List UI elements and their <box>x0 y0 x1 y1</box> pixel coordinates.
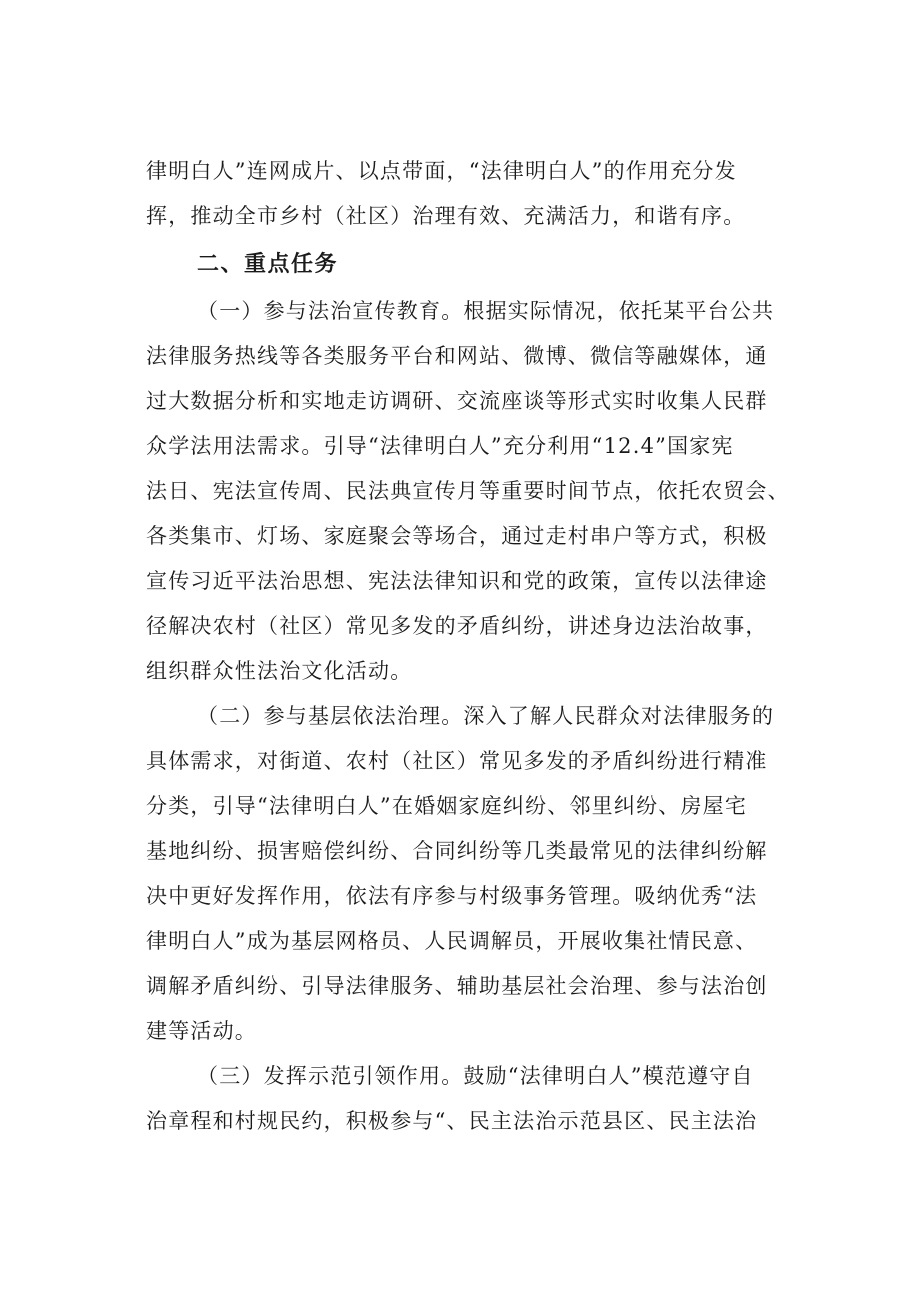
paragraph1-line-7: 宣传习近平法治思想、宪法法律知识和党的政策，宣传以法律途 <box>146 569 768 593</box>
paragraph2-line-8: 建等活动。 <box>146 1019 257 1043</box>
paragraph2-line-3: 分类，引导“法律明白人”在婚姻家庭纠纷、邻里纠纷、房屋宅 <box>146 794 748 818</box>
paragraph2-line-6: 律明白人”成为基层网格员、人民调解员，开展收集社情民意、 <box>146 929 758 953</box>
paragraph3-line-1: （三）发挥示范引领作用。鼓励“法律明白人”模范遵守自 <box>197 1064 754 1088</box>
paragraph1-line-1: （一）参与法治宣传教育。根据实际情况，依托某平台公共 <box>197 299 775 323</box>
paragraph1-line-4: 众学法用法需求。引导“法律明白人”充分利用“12.4”国家宪 <box>146 434 734 458</box>
paragraph1-line-9: 组织群众性法治文化活动。 <box>146 659 413 683</box>
paragraph1-line-5: 法日、宪法宣传周、民法典宣传月等重要时间节点，依托农贸会、 <box>146 479 790 503</box>
paragraph2-line-4: 基地纠纷、损害赔偿纠纷、合同纠纷等几类最常见的法律纠纷解 <box>146 839 768 863</box>
paragraph2-line-7: 调解矛盾纠纷、引导法律服务、辅助基层社会治理、参与法治创 <box>146 974 768 998</box>
intro-line-1: 律明白人”连网成片、以点带面，“法律明白人”的作用充分发 <box>146 159 737 183</box>
section-heading: 二、重点任务 <box>197 252 339 277</box>
paragraph1-line-3: 过大数据分析和实地走访调研、交流座谈等形式实时收集人民群 <box>146 389 768 413</box>
paragraph1-line-2: 法律服务热线等各类服务平台和网站、微博、微信等融媒体，通 <box>146 344 768 368</box>
paragraph2-line-5: 决中更好发挥作用，依法有序参与村级事务管理。吸纳优秀“法 <box>146 884 758 908</box>
paragraph2-line-2: 具体需求，对街道、农村（社区）常见多发的矛盾纠纷进行精准 <box>146 749 768 773</box>
intro-line-2: 挥，推动全市乡村（社区）治理有效、充满活力，和谐有序。 <box>146 204 746 228</box>
paragraph3-line-2: 治章程和村规民约，积极参与“、民主法治示范县区、民主法治 <box>146 1109 758 1133</box>
paragraph1-line-8: 径解决农村（社区）常见多发的矛盾纠纷，讲述身边法治故事， <box>146 614 768 638</box>
paragraph1-line-6: 各类集市、灯场、家庭聚会等场合，通过走村串户等方式，积极 <box>146 524 768 548</box>
paragraph2-line-1: （二）参与基层依法治理。深入了解人民群众对法律服务的 <box>197 704 775 728</box>
